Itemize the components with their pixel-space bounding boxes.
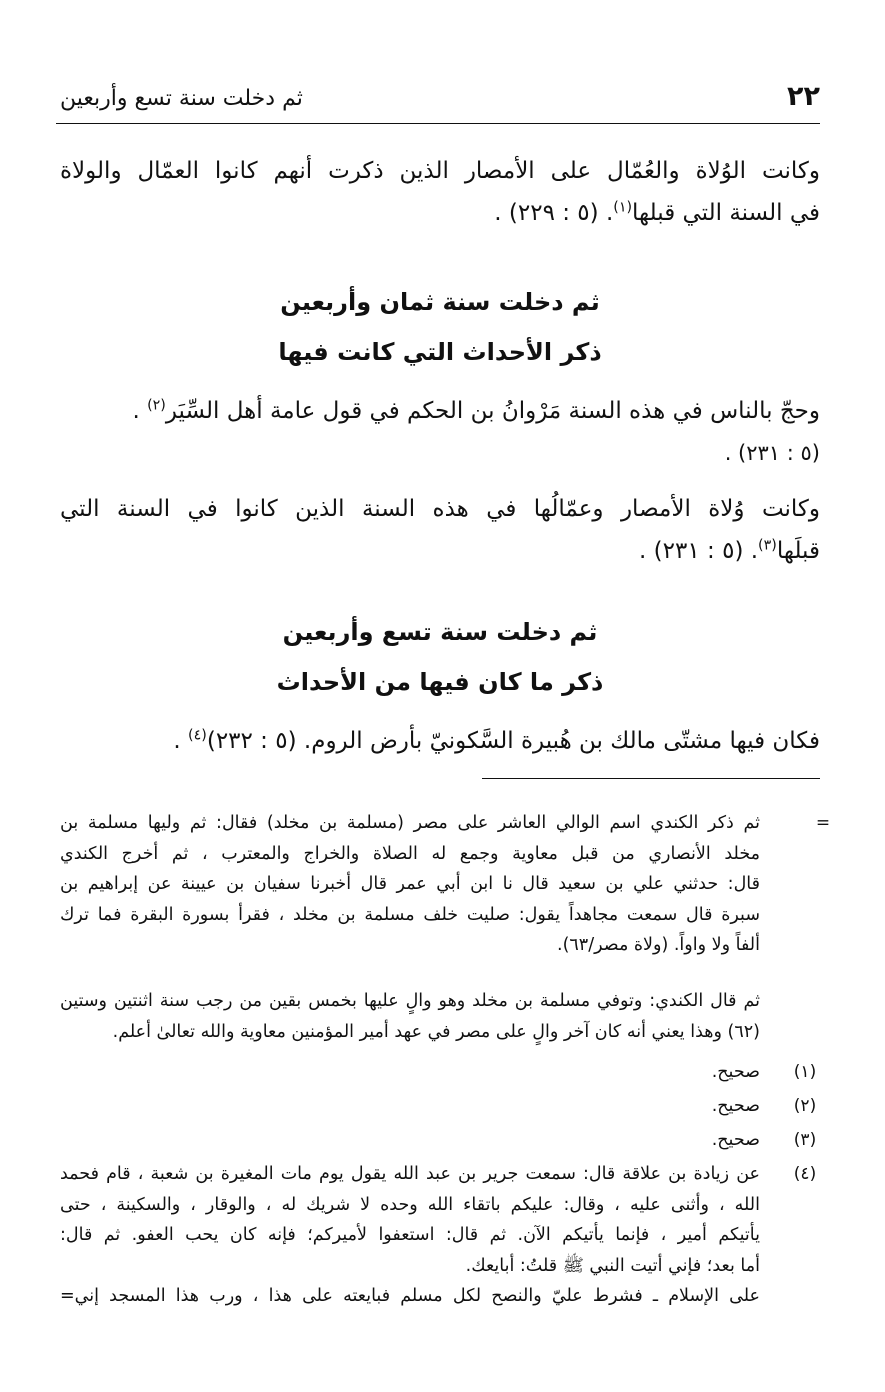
footnote-continuation-2	[60, 986, 760, 1047]
footnote-line: (٦٢) وهذا يعني أنه كان آخر والٍ على مصر في عهد أمير المؤمنين معاوية والله تعالىٰ أعلم.	[112, 1021, 760, 1042]
paragraph-3-line-2	[60, 530, 820, 572]
paragraph-4	[60, 720, 820, 762]
footnote-1-mark: (١)	[793, 1062, 817, 1082]
section-title-49: ثم دخلت سنة تسع وأربعين	[282, 618, 598, 646]
footnote-line: الله ، وأثنى عليه ، وقال: عليكم باتقاء الله وحده لا شريك له ، والوقار ، والسكينة ، حتى	[60, 1194, 760, 1215]
citation: . (٥ : ٢٣١) .	[639, 538, 759, 564]
paragraph-1-line-2	[60, 192, 820, 234]
footnote-line: عن زيادة بن علاقة قال: سمعت جرير بن عبد الله يقول يوم مات المغيرة بن شعبة ، قام فحمد	[60, 1164, 760, 1184]
footnote-1	[60, 1057, 760, 1088]
footnote-4-mark: (٤)	[793, 1164, 817, 1184]
header-rule	[56, 123, 820, 124]
section-subtitle-49: ذكر ما كان فيها من الأحداث	[276, 668, 604, 696]
footnote-4	[60, 1159, 760, 1312]
page-number: ٢٢	[787, 81, 820, 112]
paragraph-4-line-1	[60, 720, 820, 762]
footnote-ref-2: (٢)	[147, 397, 166, 414]
paragraph-1-line-1: وكانت الوُلاة والعُمّال على الأمصار الذين ذكرت أنهم كانوا العمّال والولاة	[60, 158, 820, 184]
paragraph-2-text: وحجّ بالناس في هذه السنة مَرْوانُ بن الحكم في قول عامة أهل السِّيَر	[165, 398, 820, 424]
footnote-2-mark: (٢)	[793, 1096, 817, 1116]
footnote-3-text: صحيح.	[711, 1130, 760, 1150]
footnote-rule	[482, 778, 820, 779]
footnote-line: ألفاً ولا واواً. (ولاة مصر/٦٣).	[557, 935, 760, 956]
footnote-ref-4: (٤)	[188, 727, 207, 744]
footnote-ref-3: (٣)	[758, 537, 777, 554]
paragraph-1	[60, 150, 820, 234]
paragraph-2-end: .	[132, 398, 140, 424]
paragraph-2-line-2: (٥ : ٢٣١) .	[724, 441, 820, 465]
footnote-line: قال: حدثني علي بن سعيد قال نا ابن أبي عمر قال أخبرنا سفيان بن عيينة عن إبراهيم بن	[60, 874, 760, 895]
footnote-line: ثم ذكر الكندي اسم الوالي العاشر على مصر (مسلمة بن مخلد) فقال: ثم وليها مسلمة بن	[60, 813, 760, 833]
footnote-3-mark: (٣)	[793, 1130, 817, 1150]
paragraph-3	[60, 488, 820, 572]
footnote-line: ثم قال الكندي: وتوفي مسلمة بن مخلد وهو والٍ عليها بخمس بقين من رجب سنة اثنتين وستين	[60, 991, 760, 1011]
footnote-line: مخلد الأنصاري من قبل معاوية وجمع له الصلاة والخراج والمعترب ، ثم أخرج الكندي	[60, 843, 760, 864]
paragraph-4-end: .	[173, 728, 181, 754]
paragraph-1-text: في السنة التي قبلها	[632, 200, 820, 226]
footnote-line: سبرة قال سمعت مجاهداً يقول: صليت خلف مسلمة بن مخلد ، فقرأ بسورة البقرة فما ترك	[60, 904, 760, 925]
footnote-ref-1: (١)	[613, 199, 633, 216]
footnote-2-text: صحيح.	[711, 1096, 760, 1116]
paragraph-3-line-1: وكانت وُلاة الأمصار وعمّالُها في هذه السنة الذين كانوا في السنة التي	[60, 496, 820, 522]
footnote-line: على الإسلام ـ فشرط عليّ والنصح لكل مسلم فبايعته على هذا ، ورب هذا المسجد إني=	[60, 1286, 760, 1307]
footnote-line: يأتيكم أمير ، فإنما يأتيكم الآن. ثم قال: استعفوا لأميركم؛ فإنه كان يحب العفو. ثم قال:	[60, 1225, 760, 1246]
paragraph-3-text: قبلَها	[776, 538, 820, 564]
running-title: ثم دخلت سنة تسع وأربعين	[60, 86, 303, 111]
footnote-1-text: صحيح.	[711, 1062, 760, 1082]
footnote-continuation	[60, 808, 760, 961]
paragraph-2-line-1	[60, 390, 820, 432]
footnote-3	[60, 1125, 760, 1156]
footnote-line: أما بعد؛ فإني أتيت النبي ﷺ قلتُ: أبايعك.	[465, 1255, 760, 1276]
paragraph-4-text: فكان فيها مشتّى مالك بن هُبيرة السَّكونيّ بأرض الروم. (٥ : ٢٣٢)	[206, 728, 820, 754]
paragraph-2	[60, 390, 820, 474]
continuation-mark: =	[815, 813, 831, 833]
citation: . (٥ : ٢٢٩) .	[494, 200, 614, 226]
section-title-48: ثم دخلت سنة ثمان وأربعين	[280, 288, 600, 316]
section-subtitle-48: ذكر الأحداث التي كانت فيها	[278, 338, 602, 366]
footnote-2	[60, 1091, 760, 1122]
